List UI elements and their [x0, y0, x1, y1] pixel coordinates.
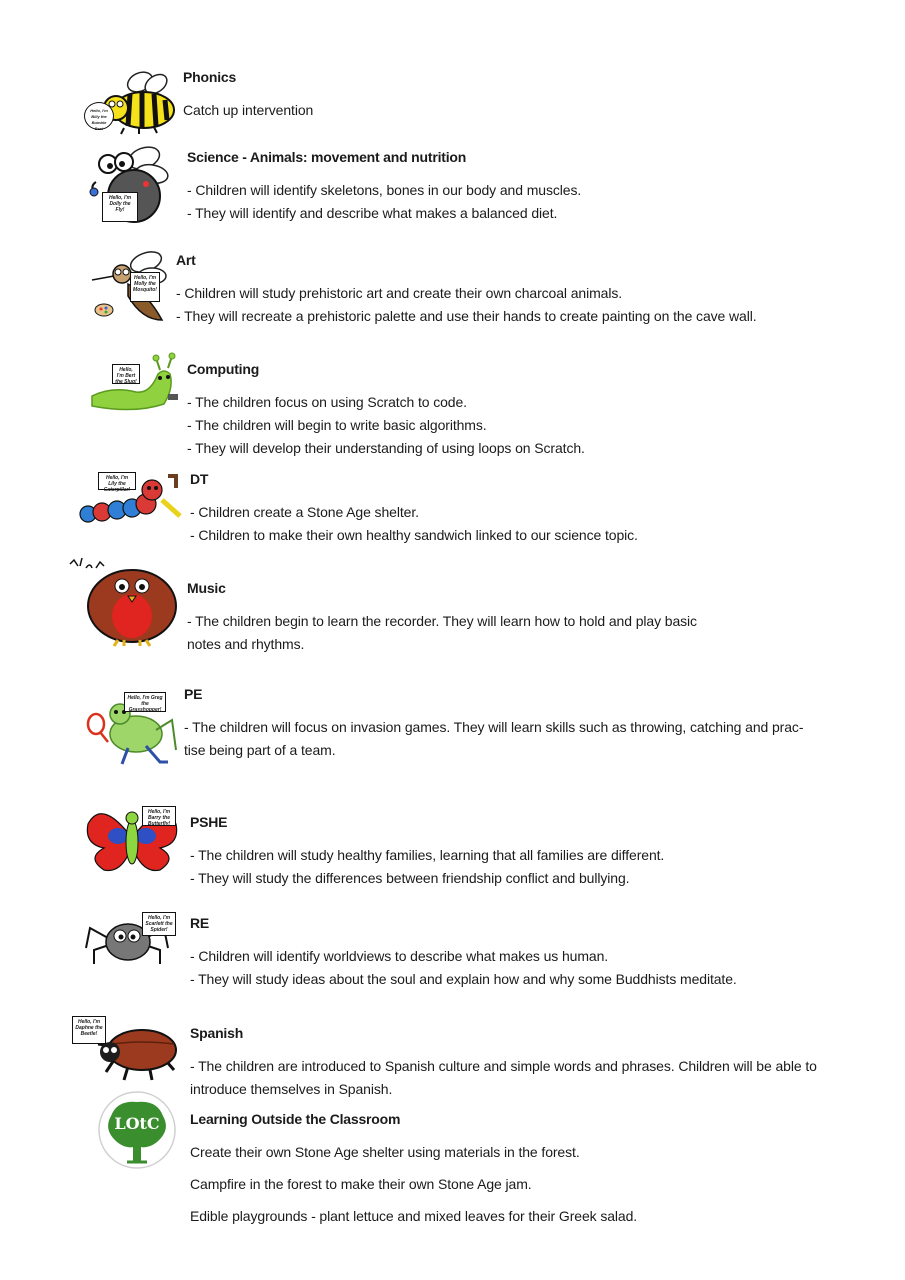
section-computing — [187, 361, 585, 460]
speech-bubble: Hello, I'm Greg the Grasshopper! — [124, 692, 166, 712]
speech-bubble: Hello, I'm Barry the Butterfly! — [142, 806, 176, 826]
section-title: Art — [176, 252, 196, 268]
mosquito-icon — [88, 244, 176, 326]
section-title: DT — [190, 471, 209, 487]
bee-icon — [84, 68, 180, 136]
section-line: Campfire in the forest to make their own Stone Age jam. — [190, 1176, 532, 1192]
section-pshe — [190, 814, 664, 890]
section-science — [187, 149, 581, 225]
section-line: - They will identify and describe what makes a balanced diet. — [187, 205, 558, 221]
section-line: - The children will focus on invasion games. They will learn skills such as throwing, catching and prac- — [184, 719, 804, 735]
section-line: - They will recreate a prehistoric palette and use their hands to create painting on the cave wall. — [176, 308, 757, 324]
speech-bubble: Hello, I'm Dolly the Fly! — [102, 192, 138, 222]
section-line: - The children begin to learn the recorder. They will learn how to hold and play basic — [187, 613, 697, 629]
section-title: PSHE — [190, 814, 228, 830]
section-music — [187, 580, 697, 656]
section-title: Computing — [187, 361, 260, 377]
loc-tree-label: LOtC — [114, 1114, 160, 1133]
section-line: - They will study the differences between friendship conflict and bullying. — [190, 870, 630, 886]
section-line: - Children will identify worldviews to describe what makes us human. — [190, 948, 609, 964]
section-title: Phonics — [183, 69, 237, 85]
section-title: Learning Outside the Classroom — [190, 1111, 401, 1127]
speech-bubble: Hello, I'm Lily the Caterpillar! — [98, 472, 136, 490]
speech-bubble: Hello, I'm Billy the Bumble Bee! — [84, 102, 114, 130]
section-line: Create their own Stone Age shelter using materials in the forest. — [190, 1144, 580, 1160]
fly-icon — [86, 138, 178, 234]
section-title: Music — [187, 580, 226, 596]
section-pe — [184, 686, 803, 762]
section-title: Science - Animals: movement and nutrition — [187, 149, 467, 165]
spider-icon — [84, 910, 180, 966]
section-line: Edible playgrounds - plant lettuce and mixed leaves for their Greek salad. — [190, 1208, 638, 1224]
section-line: - The children will study healthy families, learning that all families are different. — [190, 847, 665, 863]
section-line: - Children will study prehistoric art and create their own charcoal animals. — [176, 285, 623, 301]
section-line: notes and rhythms. — [187, 636, 305, 652]
robin-icon — [66, 556, 182, 648]
loc-tree-icon — [97, 1090, 177, 1170]
section-line: Catch up intervention — [183, 102, 314, 118]
speech-bubble: Hello, I'm Bert the Slug! — [112, 364, 140, 384]
section-re — [190, 915, 737, 991]
caterpillar-icon — [78, 470, 188, 532]
section-phonics — [183, 69, 313, 122]
beetle-icon — [70, 1010, 186, 1084]
speech-bubble: Hello, I'm Scarlett the Spider! — [142, 912, 176, 936]
slug-icon — [88, 352, 180, 416]
section-line: - Children will identify skeletons, bones in our body and muscles. — [187, 182, 582, 198]
section-title: PE — [184, 686, 203, 702]
section-dt — [190, 471, 638, 547]
speech-bubble: Hello, I'm Molly the Mosquito! — [130, 272, 160, 302]
section-title: RE — [190, 915, 210, 931]
section-line: - Children to make their own healthy sandwich linked to our science topic. — [190, 527, 638, 543]
section-line: - The children focus on using Scratch to code. — [187, 394, 467, 410]
section-line: - They will develop their understanding of using loops on Scratch. — [187, 440, 585, 456]
section-title: Spanish — [190, 1025, 244, 1041]
section-art — [176, 252, 757, 328]
section-line: - The children will begin to write basic algorithms. — [187, 417, 487, 433]
section-line: introduce themselves in Spanish. — [190, 1081, 393, 1097]
section-line: tise being part of a team. — [184, 742, 336, 758]
section-lotc — [190, 1111, 637, 1228]
butterfly-icon — [84, 804, 180, 874]
section-line: - Children create a Stone Age shelter. — [190, 504, 419, 520]
speech-bubble: Hello, I'm Daphne the Beetle! — [72, 1016, 106, 1044]
section-line: - The children are introduced to Spanish culture and simple words and phrases. Children will be able to — [190, 1058, 817, 1074]
section-line: - They will study ideas about the soul and explain how and why some Buddhists meditate. — [190, 971, 737, 987]
grasshopper-icon — [84, 690, 180, 768]
section-spanish — [190, 1025, 817, 1101]
